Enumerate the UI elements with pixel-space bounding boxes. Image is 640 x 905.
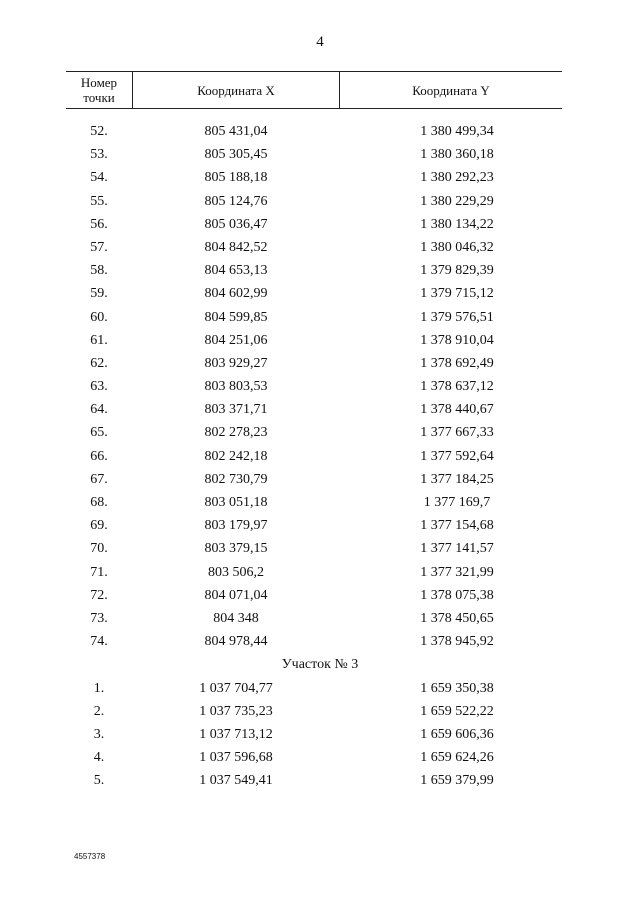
- coordinate-x-cell: 1 037 596,68: [199, 750, 273, 766]
- point-number-cell: 60.: [90, 309, 108, 325]
- coordinate-x-cell: 802 242,18: [204, 448, 268, 464]
- coordinate-x-cell: 804 251,06: [204, 332, 268, 348]
- point-number-cell: 3.: [93, 726, 105, 742]
- coordinate-y-cell: 1 659 606,36: [420, 726, 494, 742]
- table-row: [0, 769, 640, 792]
- coordinate-y-cell: 1 380 292,23: [420, 170, 494, 186]
- point-number-cell: 52.: [90, 124, 108, 139]
- table-row: [0, 120, 640, 143]
- table-row: [0, 514, 640, 537]
- coordinate-y-cell: 1 379 715,12: [420, 286, 494, 302]
- point-number-cell: 69.: [90, 518, 108, 534]
- coordinate-y-cell: 1 659 522,22: [420, 703, 494, 719]
- point-number-cell: 59.: [90, 286, 108, 302]
- coordinate-y-cell: 1 378 945,92: [420, 634, 494, 650]
- point-number-cell: 67.: [90, 471, 108, 487]
- coordinate-x-cell: 805 305,45: [204, 147, 268, 163]
- coordinate-x-cell: 1 037 735,23: [199, 703, 273, 719]
- coordinate-y-cell: 1 377 184,25: [420, 471, 494, 487]
- coordinate-y-cell: 1 377 169,7: [423, 495, 491, 510]
- point-number-cell: 4.: [93, 750, 105, 766]
- coordinate-x-cell: 803 929,27: [204, 355, 268, 371]
- coordinate-y-cell: 1 380 134,22: [420, 216, 494, 232]
- coordinate-y-cell: 1 378 692,49: [420, 355, 494, 371]
- point-number-cell: 2.: [93, 703, 105, 719]
- coordinate-y-cell: 1 378 075,38: [420, 587, 494, 603]
- section-title: [0, 653, 640, 676]
- point-number-cell: 56.: [90, 216, 108, 232]
- coordinate-x-cell: 803 379,15: [204, 541, 268, 557]
- coordinate-x-cell: 1 037 704,77: [199, 680, 273, 696]
- point-number-cell: 74.: [90, 634, 108, 650]
- point-number-cell: 54.: [90, 170, 108, 186]
- point-number-cell: 62.: [90, 355, 108, 371]
- header-coordinate-y: Координата Y: [412, 82, 490, 98]
- table-header: [66, 71, 562, 109]
- table-row: [0, 375, 640, 398]
- point-number-cell: 68.: [90, 495, 108, 510]
- coordinate-y-cell: 1 377 667,33: [420, 425, 494, 441]
- header-coordinate-x: Координата X: [133, 72, 340, 108]
- coordinate-y-cell: 1 378 440,67: [420, 402, 494, 418]
- coordinate-x-cell: 804 978,44: [204, 634, 268, 650]
- coordinate-x-cell: 805 036,47: [204, 216, 268, 232]
- coordinate-x-cell: 804 842,52: [204, 239, 268, 255]
- table-row: [0, 421, 640, 444]
- table-row: [0, 677, 640, 700]
- table-row: [0, 398, 640, 421]
- table-row: [0, 537, 640, 560]
- coordinate-x-cell: 804 599,85: [204, 309, 268, 325]
- coordinate-x-cell: 805 124,76: [204, 193, 268, 209]
- table-row: [0, 352, 640, 375]
- coordinate-x-cell: 805 431,04: [204, 124, 268, 139]
- coordinate-y-cell: 1 380 360,18: [420, 147, 494, 163]
- coordinate-y-cell: 1 377 141,57: [420, 541, 494, 557]
- coordinate-x-cell: 802 730,79: [204, 471, 268, 487]
- coordinate-y-cell: 1 659 350,38: [420, 680, 494, 696]
- coordinate-x-cell: 1 037 549,41: [199, 773, 273, 789]
- coordinate-y-cell: 1 377 592,64: [420, 448, 494, 464]
- coordinate-y-cell: 1 377 154,68: [420, 518, 494, 534]
- coordinate-x-cell: 802 278,23: [204, 425, 268, 441]
- point-number-cell: 73.: [90, 610, 108, 626]
- table-row: [0, 236, 640, 259]
- coordinate-y-cell: 1 659 379,99: [420, 773, 494, 789]
- coordinate-y-cell: 1 380 499,34: [420, 124, 494, 139]
- table-row: [0, 190, 640, 213]
- table-row: [0, 700, 640, 723]
- coordinate-y-cell: 1 379 829,39: [420, 263, 494, 279]
- point-number-cell: 5.: [93, 773, 105, 789]
- coordinate-x-cell: 803 371,71: [204, 402, 268, 418]
- coordinate-y-cell: 1 377 321,99: [420, 564, 494, 580]
- table-row: [0, 282, 640, 305]
- coordinate-x-cell: 1 037 713,12: [199, 726, 273, 742]
- point-number-cell: 57.: [90, 239, 108, 255]
- table-row: [0, 561, 640, 584]
- header-point-number-line2: точки: [83, 90, 115, 105]
- coordinate-y-cell: 1 378 637,12: [420, 379, 494, 395]
- coordinate-x-cell: 803 803,53: [204, 379, 268, 395]
- point-number-cell: 55.: [90, 193, 108, 209]
- point-number-cell: 53.: [90, 147, 108, 163]
- coordinate-y-cell: 1 378 910,04: [420, 332, 494, 348]
- coordinate-x-cell: 803 179,97: [204, 518, 268, 534]
- table-row: [0, 445, 640, 468]
- table-row: [0, 746, 640, 769]
- point-number-cell: 61.: [90, 332, 108, 348]
- header-point-number: [66, 72, 133, 108]
- table-row: [0, 329, 640, 352]
- table-row: [0, 584, 640, 607]
- coordinate-x-cell: 803 506,2: [208, 564, 264, 580]
- point-number-cell: 70.: [90, 541, 108, 557]
- page-number: 4: [316, 34, 324, 50]
- table-row: [0, 468, 640, 491]
- coordinate-x-cell: 803 051,18: [204, 495, 268, 510]
- coordinate-y-cell: 1 380 229,29: [420, 193, 494, 209]
- point-number-cell: 63.: [90, 379, 108, 395]
- document-code: 4557378: [74, 852, 106, 861]
- point-number-cell: 72.: [90, 587, 108, 603]
- section-title-text: Участок № 3: [281, 657, 359, 673]
- header-point-number-line1: Номер: [80, 75, 118, 90]
- table-row: [0, 306, 640, 329]
- coordinate-y-cell: 1 379 576,51: [420, 309, 494, 325]
- table-row: [0, 213, 640, 236]
- coordinate-y-cell: 1 659 624,26: [420, 750, 494, 766]
- coordinate-x-cell: 804 348: [213, 610, 259, 626]
- coordinate-y-cell: 1 378 450,65: [420, 610, 494, 626]
- point-number-cell: 65.: [90, 425, 108, 441]
- coordinate-x-cell: 804 653,13: [204, 263, 268, 279]
- table-row: [0, 143, 640, 166]
- rows-part1: [0, 120, 640, 653]
- table-row: [0, 607, 640, 630]
- point-number-cell: 1.: [93, 680, 105, 696]
- table-row: [0, 630, 640, 653]
- point-number-cell: 64.: [90, 402, 108, 418]
- coordinate-x-cell: 805 188,18: [204, 170, 268, 186]
- table-row: [0, 166, 640, 189]
- coordinate-x-cell: 804 071,04: [204, 587, 268, 603]
- point-number-cell: 66.: [90, 448, 108, 464]
- table-row: [0, 491, 640, 514]
- coordinate-x-cell: 804 602,99: [204, 286, 268, 302]
- table-row: [0, 259, 640, 282]
- coordinates-table-body: [0, 120, 640, 792]
- rows-part2: [0, 677, 640, 793]
- point-number-cell: 71.: [90, 564, 108, 580]
- coordinate-y-cell: 1 380 046,32: [420, 239, 494, 255]
- table-row: [0, 723, 640, 746]
- point-number-cell: 58.: [90, 263, 108, 279]
